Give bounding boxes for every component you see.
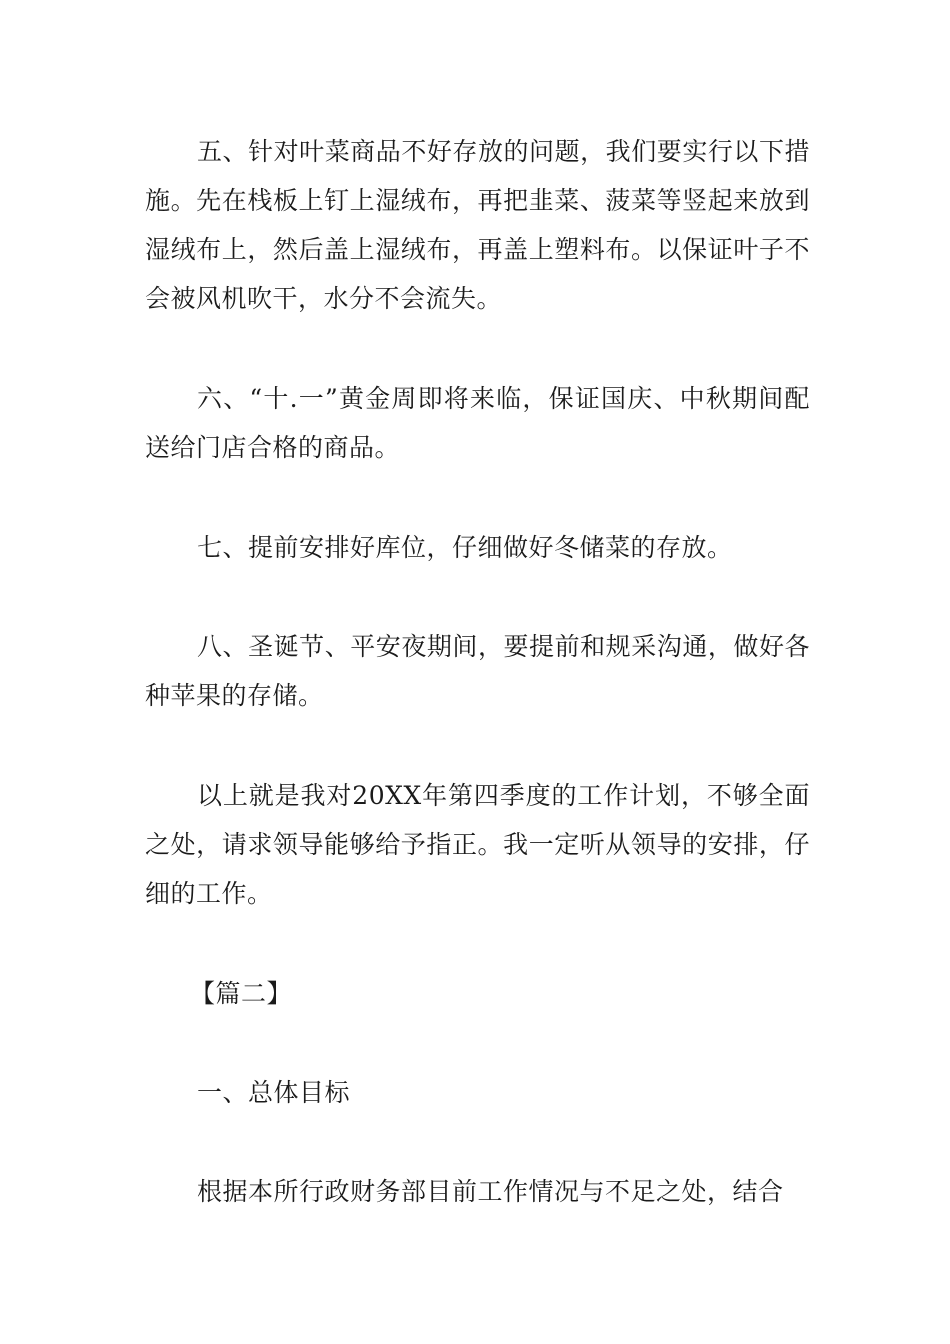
section-heading-part-two: 【篇二】 [190, 979, 293, 1008]
paragraph-item-six: 六、“十.一”黄金周即将来临，保证国庆、中秋期间配送给门店合格的商品。 [145, 384, 810, 462]
paragraph-goal-body: 根据本所行政财务部目前工作情况与不足之处，结合 [197, 1177, 784, 1206]
paragraph-item-eight: 八、圣诞节、平安夜期间，要提前和规采沟通，做好各种苹果的存储。 [145, 632, 810, 710]
paragraph-conclusion: 以上就是我对20XX年第四季度的工作计划，不够全面之处，请求领导能够给予指正。我一定听从领导的安排，仔细的工作。 [145, 781, 810, 908]
paragraph-item-seven: 七、提前安排好库位，仔细做好冬储菜的存放。 [197, 533, 733, 562]
paragraph-item-five: 五、针对叶菜商品不好存放的问题，我们要实行以下措施。先在栈板上钉上湿绒布，再把韭菜、菠菜等竖起来放到湿绒布上，然后盖上湿绒布，再盖上塑料布。以保证叶子不会被风机吹干，水分不会流失。 [145, 137, 810, 313]
subheading-overall-goal: 一、总体目标 [197, 1078, 351, 1107]
